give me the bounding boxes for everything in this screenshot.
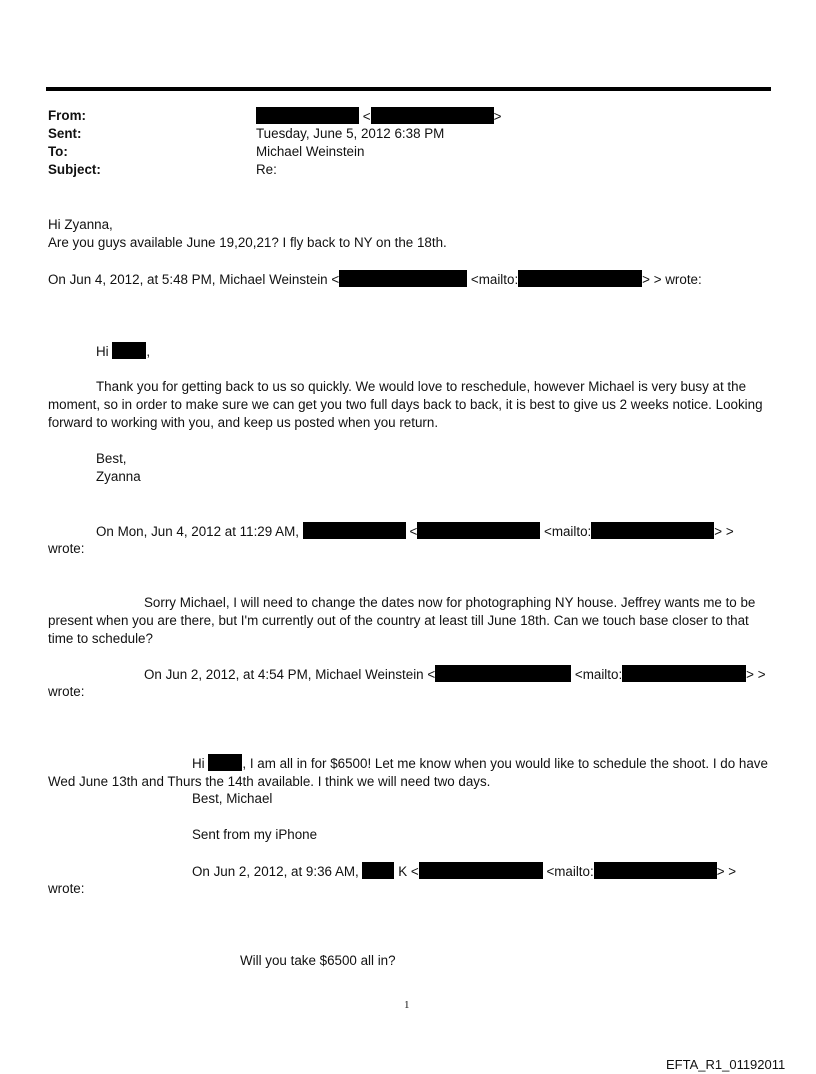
redaction-block xyxy=(371,107,494,124)
from-gt: > xyxy=(493,109,502,124)
page-number: 1 xyxy=(404,999,410,1011)
redaction-block xyxy=(419,862,543,879)
quote-header-3 xyxy=(144,665,766,684)
redaction-block xyxy=(518,270,642,287)
quoted-paragraph-3 xyxy=(48,754,768,791)
mailto-label: <mailto: xyxy=(544,524,592,539)
quoted-sign-michael: Best, Michael xyxy=(192,791,273,806)
wrote-label: wrote: xyxy=(48,684,85,699)
hi-text: Hi xyxy=(192,756,205,771)
quoted-greeting xyxy=(96,342,150,361)
from-lt: < xyxy=(362,109,371,124)
quoted-paragraph-1-text: Thank you for getting back to us so quickly. We would love to reschedule, however Michael is very busy at the moment, so in order to make sure we can get you two full days back to back, it is best to give us 2 weeks notice. Looking forward to working with you, and keep us posted when you return. xyxy=(48,379,763,430)
redaction-block xyxy=(208,754,242,771)
mailto-label: <mailto: xyxy=(546,864,594,879)
quoted-sign-name: Zyanna xyxy=(96,469,141,484)
quote-header-2 xyxy=(96,522,734,541)
from-label: From: xyxy=(48,108,86,123)
redaction-block xyxy=(362,862,394,879)
mailto-label: <mailto: xyxy=(470,272,519,287)
wrote-label: > > wrote: xyxy=(642,272,702,287)
body-line-1: Are you guys available June 19,20,21? I fly back to NY on the 18th. xyxy=(48,235,447,250)
bates-number: EFTA_R1_01192011 xyxy=(666,1057,786,1072)
quote-k: K < xyxy=(398,864,419,879)
wrote-label: wrote: xyxy=(48,541,85,556)
header-rule xyxy=(46,87,771,91)
quote-header-2-text: On Mon, Jun 4, 2012 at 11:29 AM, xyxy=(96,524,299,539)
redaction-block xyxy=(591,522,714,539)
quote-header-4 xyxy=(192,862,736,881)
subject-label: Subject: xyxy=(48,162,101,177)
subject-value: Re: xyxy=(256,162,277,177)
from-value xyxy=(256,107,501,126)
quote-end: > > xyxy=(716,864,737,879)
quoted-paragraph-1 xyxy=(48,378,768,432)
wrote-label: wrote: xyxy=(48,881,85,896)
redaction-block xyxy=(303,522,406,539)
to-value: Michael Weinstein xyxy=(256,144,365,159)
mailto-label: <mailto: xyxy=(574,667,623,682)
quote-header-3-text: On Jun 2, 2012, at 4:54 PM, Michael Weinstein < xyxy=(144,667,436,682)
hi-text: Hi xyxy=(96,344,109,359)
redaction-block xyxy=(594,862,717,879)
quoted-question: Will you take $6500 all in? xyxy=(240,953,396,968)
quote-header-4-text: On Jun 2, 2012, at 9:36 AM, xyxy=(192,864,359,879)
redaction-block xyxy=(417,522,540,539)
redaction-block xyxy=(256,107,359,124)
quote-end: > > xyxy=(746,667,766,682)
hi-comma: , xyxy=(146,344,151,359)
quote-header-1-text: On Jun 4, 2012, at 5:48 PM, Michael Weinstein < xyxy=(48,272,340,287)
greeting: Hi Zyanna, xyxy=(48,217,113,232)
sent-value: Tuesday, June 5, 2012 6:38 PM xyxy=(256,126,445,141)
redaction-block xyxy=(339,270,467,287)
quoted-paragraph-2-text: Sorry Michael, I will need to change the dates now for photographing NY house. Jeffrey wants me to be present when you are there, but I'm currently out of the country at least till June 18th. Can we touch base closer to that time to schedule? xyxy=(48,595,756,646)
sent-from-iphone: Sent from my iPhone xyxy=(192,827,318,842)
redaction-block xyxy=(112,342,146,359)
quote-header-1 xyxy=(48,270,702,289)
to-label: To: xyxy=(48,144,68,159)
quoted-sign-best: Best, xyxy=(96,451,127,466)
quoted-paragraph-2 xyxy=(48,594,768,648)
quoted-paragraph-3-text: , I am all in for $6500! Let me know when you would like to schedule the shoot. I do have Wed June 13th and Thurs the 14th available. I think we will need two days. xyxy=(48,756,768,789)
redaction-block xyxy=(622,665,746,682)
sent-label: Sent: xyxy=(48,126,82,141)
quote-lt: < xyxy=(409,524,418,539)
redaction-block xyxy=(435,665,571,682)
quote-end: > > xyxy=(714,524,734,539)
